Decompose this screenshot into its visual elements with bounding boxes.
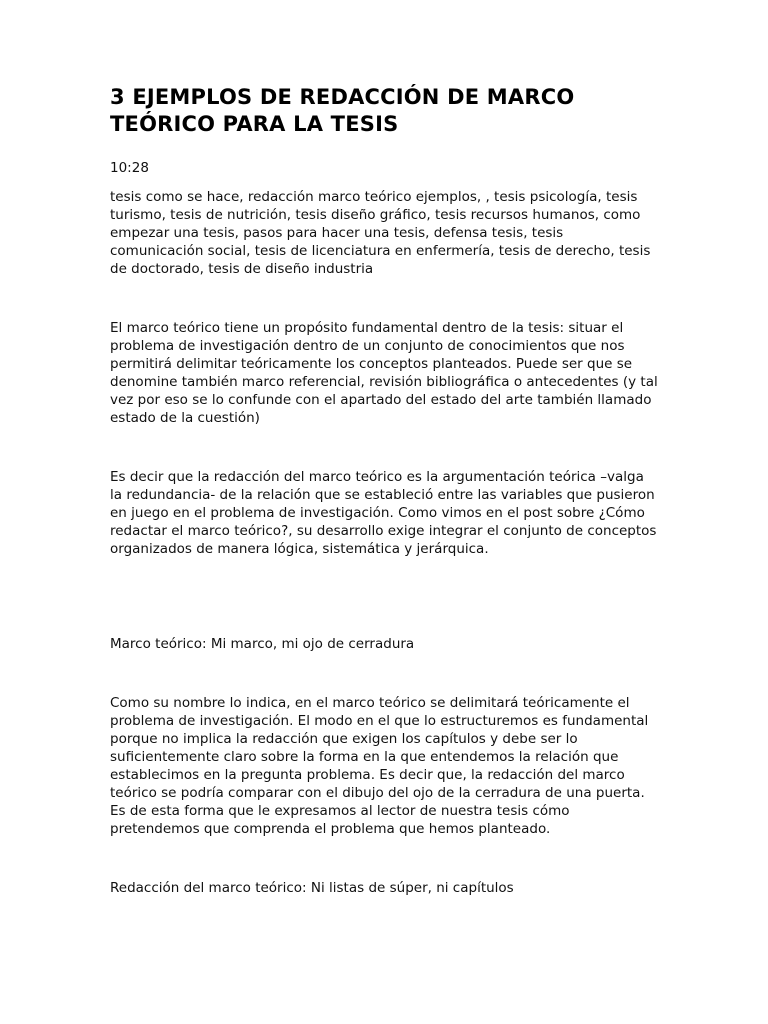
body-paragraph-2: Es decir que la redacción del marco teórico es la argumentación teórica –valga la redundancia- de la relación que se estableció entre las variables que pusieron en juego en el problema de investigación. Como vimos en el post sobre ¿Cómo redactar el marco teórico?, su desarrollo exige integrar el conjunto de conceptos organizados de manera lógica, sistemática y jerárquica. (110, 469, 657, 557)
body-paragraph-3: Como su nombre lo indica, en el marco teórico se delimitará teóricamente el problema de investigación. El modo en el que lo estructuremos es fundamental porque no implica la redacción que exigen los capítulos y debe ser lo suficientemente claro sobre la forma en la que entendemos la relación que establecimos en la pregunta problema. Es decir que, la redacción del marco teórico se podría comparar con el dibujo del ojo de la cerradura de una puerta. Es de esta forma que le expresamos al lector de nuestra tesis cómo pretendemos que comprenda el problema que hemos planteado. (110, 695, 649, 837)
section-heading-2: Redacción del marco teórico: Ni listas de súper, ni capítulos (110, 880, 514, 896)
body-paragraph-1: El marco teórico tiene un propósito fundamental dentro de la tesis: situar el problema de investigación dentro de un conjunto de conocimientos que nos permitirá delimitar teóricamente los conceptos planteados. Puede ser que se denomine también marco referencial, revisión bibliográfica o antecedentes (y tal vez por eso se lo confunde con el apartado del estado del arte también llamado estado de la cuestión) (110, 320, 658, 426)
publish-time: 10:28 (110, 160, 149, 176)
document-content (110, 84, 658, 897)
keywords-paragraph: tesis como se hace, redacción marco teórico ejemplos, , tesis psicología, tesis turismo, tesis de nutrición, tesis diseño gráfico, tesis recursos humanos, como empezar una tesis, pasos para hacer una tesis, defensa tesis, tesis comunicación social, tesis de licenciatura en enfermería, tesis de derecho, tesis de doctorado, tesis de diseño industria (110, 189, 651, 277)
document-title: 3 EJEMPLOS DE REDACCIÓN DE MARCO TEÓRICO PARA LA TESIS (110, 85, 575, 136)
section-heading-1: Marco teórico: Mi marco, mi ojo de cerradura (110, 636, 415, 652)
